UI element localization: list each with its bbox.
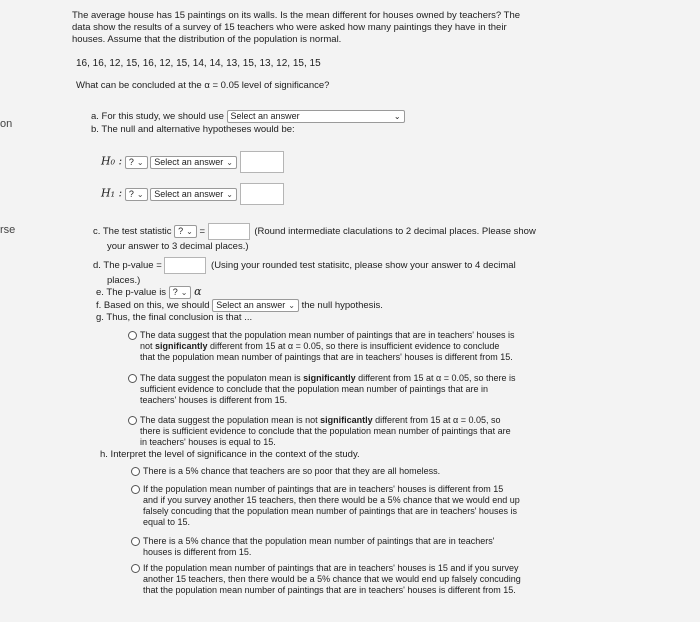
chevron-down-icon: ⌄ (226, 157, 233, 167)
data-values: 16, 16, 12, 15, 16, 12, 15, 14, 14, 13, 15, 13, 12, 15, 15 (76, 58, 321, 69)
interpretation-option-1[interactable] (131, 466, 571, 477)
chevron-down-icon: ⌄ (186, 227, 193, 236)
select-text: ? (128, 156, 134, 167)
p-value-input[interactable] (164, 257, 206, 274)
part-c (93, 223, 536, 240)
radio-button[interactable] (131, 564, 140, 573)
select-text: Select an answer (230, 111, 300, 121)
select-text: ? (172, 287, 178, 297)
h1-value-input[interactable] (240, 183, 284, 205)
h1-parameter-select[interactable] (150, 188, 237, 201)
interpretation-option-3[interactable] (131, 536, 571, 557)
test-statistic-select[interactable] (174, 225, 197, 238)
interpretation-option-2[interactable] (131, 484, 571, 527)
chevron-down-icon: ⌄ (226, 189, 233, 199)
option-line (140, 373, 516, 384)
conclusion-option-2[interactable] (128, 373, 578, 405)
option-line: teachers' houses is different from 15. (140, 395, 288, 405)
option-text: The data suggest the populaton mean is (140, 373, 304, 383)
chevron-down-icon: ⌄ (136, 189, 144, 199)
option-line: If the population mean number of paintings that are in teachers' houses is different from 15 (143, 484, 504, 494)
option-line: There is a 5% chance that the population mean number of paintings that are in teachers' (143, 536, 495, 546)
option-line: there is sufficient evidence to conclude that the population mean number of paintings that are (140, 426, 511, 436)
part-d-label: d. The p-value = (93, 260, 162, 272)
chevron-down-icon: ⌄ (180, 288, 188, 297)
option-line: falsely concuding that the population mean number of paintings that are in teachers' houses is (143, 506, 517, 516)
option-line: equal to 15. (143, 517, 191, 527)
option-text: not (140, 341, 156, 351)
part-e (96, 286, 202, 299)
p-value-comparison-select[interactable] (169, 286, 192, 299)
option-line: The data suggest that the population mean number of paintings that are in teachers' houses is (140, 330, 515, 340)
part-d (93, 257, 516, 274)
rounding-note: (Round intermediate claculations to 2 decimal places. Please show (254, 226, 536, 238)
question-text: What can be concluded at the α = 0.05 level of significance? (76, 80, 330, 91)
part-d-note2: places.) (107, 275, 141, 286)
option-line (140, 415, 511, 426)
option-line: houses is different from 15. (143, 547, 252, 557)
part-h-label: h. Interpret the level of significance in the context of the study. (100, 449, 360, 460)
option-line: There is a 5% chance that teachers are so poor that they are all homeless. (143, 466, 441, 476)
option-line: another 15 teachers, then there would be a 5% chance that we would end up falsely concuding (143, 574, 521, 584)
option-line: If the population mean number of paintings that are in teachers' houses is 15 and if you survey (143, 563, 519, 573)
option-bold: significantly (155, 341, 208, 351)
select-text: Select an answer (154, 156, 224, 167)
intro-line: The average house has 15 paintings on its walls. Is the mean different for houses owned by teachers? The (72, 10, 521, 21)
select-text: ? (178, 226, 184, 236)
option-line (140, 341, 514, 352)
h0-parameter-select[interactable] (150, 156, 237, 169)
part-f-after: the null hypothesis. (301, 300, 383, 312)
h0-symbol: H₀ : (101, 154, 123, 168)
option-line: and if you survey another 15 teachers, then there would be a 5% chance that we would end up (143, 495, 520, 505)
part-f-label: f. Based on this, we should (96, 300, 210, 312)
chevron-down-icon: ⌄ (288, 301, 295, 310)
option-line: sufficient evidence to conclude that the population mean number of paintings that are in (140, 384, 489, 394)
option-bold: significantly (303, 373, 356, 383)
conclusion-option-3[interactable] (128, 415, 578, 447)
intro-line: data show the results of a survey of 15 teachers who were asked how many paintings they have in their (72, 22, 507, 33)
test-statistic-input[interactable] (208, 223, 250, 240)
side-label-2: rse (0, 224, 16, 236)
option-text: different from 15 at α = 0.05, so (372, 415, 501, 425)
radio-button[interactable] (131, 485, 140, 494)
chevron-down-icon: ⌄ (393, 112, 401, 121)
p-value-note: (Using your rounded test statisitc, please show your answer to 4 decimal (211, 260, 516, 272)
option-line: that the population mean number of paintings that are in teachers' houses is different from 15. (140, 352, 513, 362)
option-text: different from 15 at α = 0.05, so there is insufficient evidence to conclude (207, 341, 500, 351)
radio-button[interactable] (131, 467, 140, 476)
option-text: The data suggest the population mean is not (140, 415, 321, 425)
option-line: that the population mean number of paintings that are in teachers' houses is different from 15. (143, 585, 516, 595)
h1-row (101, 183, 284, 205)
radio-button[interactable] (131, 537, 140, 546)
chevron-down-icon: ⌄ (136, 157, 144, 167)
radio-button[interactable] (128, 416, 137, 425)
h1-symbol: H₁ : (101, 186, 123, 200)
select-text: Select an answer (154, 188, 224, 199)
part-f (96, 299, 383, 312)
radio-button[interactable] (128, 331, 137, 340)
part-a-label: a. For this study, we should use (91, 111, 224, 123)
part-c-label: c. The test statistic (93, 226, 172, 238)
h0-value-input[interactable] (240, 151, 284, 173)
alpha-symbol: α (194, 285, 202, 299)
decision-select[interactable] (212, 299, 299, 312)
select-text: Select an answer (216, 300, 286, 310)
h1-operator-select[interactable] (125, 188, 148, 201)
study-type-select[interactable] (227, 110, 405, 123)
option-bold: significantly (320, 415, 373, 425)
part-e-label: e. The p-value is (96, 287, 167, 299)
intro-line: houses. Assume that the distribution of the population is normal. (72, 34, 342, 45)
h0-operator-select[interactable] (125, 156, 148, 169)
intro-text (72, 10, 520, 46)
equals-sign: = (199, 226, 206, 238)
option-line: in teachers' houses is equal to 15. (140, 437, 276, 447)
h0-row (101, 151, 284, 173)
part-a (91, 110, 405, 123)
interpretation-option-4[interactable] (131, 563, 571, 595)
part-c-note2: your answer to 3 decimal places.) (107, 241, 249, 252)
side-label-1: on (0, 118, 13, 130)
radio-button[interactable] (128, 374, 137, 383)
conclusion-option-1[interactable] (128, 330, 578, 362)
part-b-label: b. The null and alternative hypotheses would be: (91, 124, 295, 135)
select-text: ? (128, 188, 134, 199)
part-g-label: g. Thus, the final conclusion is that ... (96, 312, 253, 323)
option-text: different from 15 at α = 0.05, so there is (355, 373, 516, 383)
